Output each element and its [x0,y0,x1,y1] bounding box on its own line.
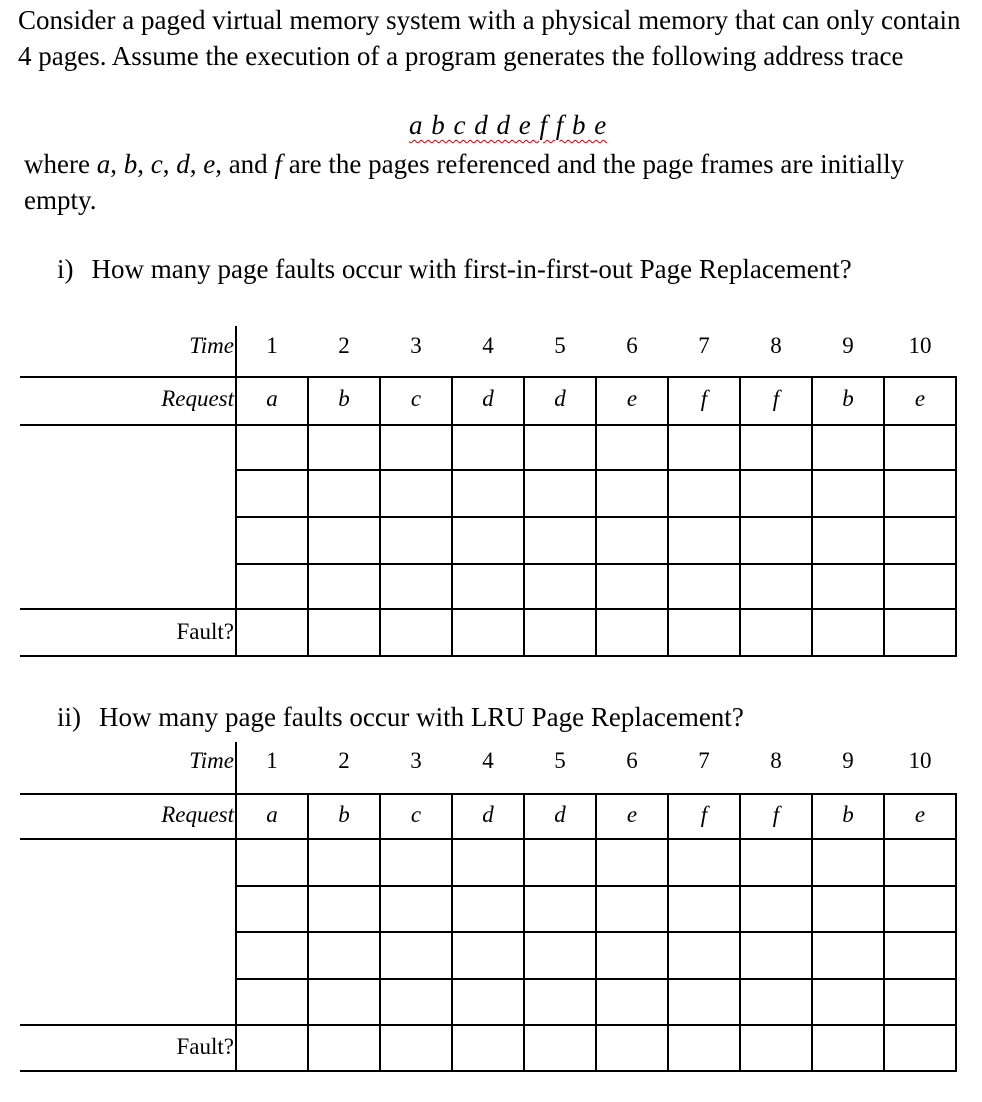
fifo-time-3: 3 [410,333,422,358]
lru-request-cell: e [626,801,638,827]
lru-table-hline [20,1070,957,1072]
lru-table-vline [883,794,885,1071]
lru-request-cell: a [266,801,278,827]
lru-request-cell: b [842,801,854,827]
fifo-table-vline [595,377,597,656]
lru-table-vline [451,794,453,1071]
lru-table-vline [523,794,525,1071]
fifo-time-4: 4 [482,333,494,358]
lru-time-8: 8 [770,748,782,773]
lru-time-3: 3 [410,748,422,773]
fifo-request-label: Request [161,386,234,411]
fifo-time-2: 2 [338,333,350,358]
fifo-time-8: 8 [770,333,782,358]
lru-table-hline [20,838,957,840]
fifo-time-label: Time [189,333,234,358]
fifo-table-vline [667,377,669,656]
fifo-table-hline [20,655,957,657]
page-c-name: c [150,149,163,179]
page-d-name: d [176,149,190,179]
fifo-request-cell: f [772,386,780,411]
lru-time-10: 10 [908,748,932,773]
lru-fault-label: Fault? [176,1034,234,1059]
fifo-time-10: 10 [908,333,932,358]
lru-table-vline [379,794,381,1071]
fifo-request-cell: c [410,386,422,411]
fifo-request-cell: e [914,386,926,411]
lru-time-1: 1 [266,748,278,773]
fifo-table-vline [739,377,741,656]
fifo-table-hline [20,376,957,378]
lru-time-4: 4 [482,748,494,773]
lru-table-hline [20,793,957,795]
page-a-name: a [96,149,111,179]
lru-request-cell: e [914,801,926,827]
lru-request-cell: b [338,801,350,827]
lru-table-vline [235,742,237,1071]
lru-request-cell: f [700,801,708,827]
fifo-time-1: 1 [266,333,278,358]
sep-3: , [162,149,177,179]
lru-request-cell: f [772,801,780,827]
sep-4: , [189,149,204,179]
sep-1: , [110,149,124,179]
lru-time-9: 9 [842,748,854,773]
lru-table-vline [667,794,669,1071]
fifo-table-vline [523,377,525,656]
page-f-name: f [274,149,282,179]
page-e-name: e [203,149,216,179]
fifo-time-5: 5 [554,333,566,358]
fifo-table-hline [20,424,957,426]
sep-5: , and [215,149,275,179]
fifo-time-6: 6 [626,333,638,358]
fifo-request-cell: a [266,386,278,411]
question-text: How many page faults occur with LRU Page Replacement? [99,702,744,732]
lru-time-6: 6 [626,748,638,773]
fifo-request-cell: f [700,386,708,411]
lru-request-cell: d [482,801,494,827]
sep-2: , [137,149,151,179]
lru-request-label: Request [161,801,234,827]
page-b-name: b [123,149,138,179]
where-text-2: are the pages referenced and the page frames are initially empty. [24,149,905,215]
lru-time-label: Time [189,748,234,773]
lru-table-vline [955,794,957,1071]
lru-table-vline [595,794,597,1071]
fifo-request-cell: b [842,386,854,411]
fifo-table-vline [379,377,381,656]
fifo-request-cell: d [482,386,494,411]
fifo-table-vline [307,377,309,656]
fifo-time-9: 9 [842,333,854,358]
question-text: How many page faults occur with first-in-first-out Page Replacement? [91,254,852,284]
fifo-table-vline [235,326,237,656]
lru-table-vline [811,794,813,1071]
intro-paragraph: Consider a paged virtual memory system with a physical memory that can only contain 4 pages. Assume the execution of a program generates the following address trace [18,5,961,71]
fifo-request-cell: d [554,386,566,411]
lru-time-7: 7 [698,748,710,773]
lru-time-5: 5 [554,748,566,773]
question-number: ii) [57,702,81,732]
lru-time-2: 2 [338,748,350,773]
lru-table-vline [307,794,309,1071]
fifo-table-vline [883,377,885,656]
fifo-fault-label: Fault? [176,618,234,644]
lru-request-cell: d [554,801,566,827]
fifo-request-cell: b [338,386,350,411]
fifo-time-7: 7 [698,333,710,358]
fifo-table-vline [451,377,453,656]
question-number: i) [57,254,74,284]
where-text-1: where [24,149,97,179]
fifo-table-vline [811,377,813,656]
address-trace: a b c d d e f f b e [409,110,608,140]
lru-request-cell: c [410,801,422,827]
fifo-table-hline [20,608,957,610]
lru-table-hline [20,1024,957,1026]
fifo-request-cell: e [626,386,638,411]
fifo-table-vline [955,377,957,656]
lru-table-vline [739,794,741,1071]
